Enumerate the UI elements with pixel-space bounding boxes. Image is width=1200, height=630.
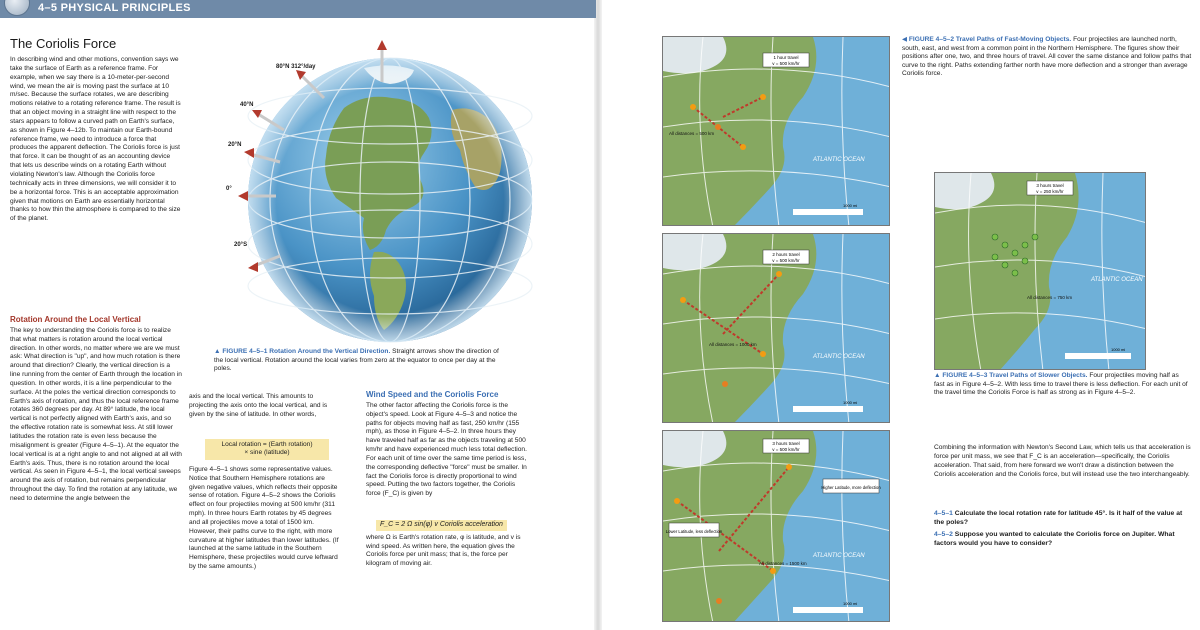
map4-distance-label: All distances = 750 km [1027, 295, 1073, 300]
q2-number: 4–5–2 [934, 531, 953, 539]
north-pole-arrow-icon [377, 40, 387, 50]
map-slow-3-hours [934, 172, 1146, 370]
text-column-left [10, 56, 182, 627]
subhead-wind-speed: Wind Speed and the Coriolis Force [366, 390, 499, 399]
globe-illustration [214, 38, 582, 344]
map3-time-label: 3 hours travel [772, 441, 800, 446]
page-gutter [594, 0, 602, 630]
fig3-caption-text: Four projectiles moving half as fast as in Figure 4–5–2. With less time to travel there is less deflection. For each unit of the travel time the Coriolis Force is half as strong as in Figure 4–5–2. [934, 372, 1188, 397]
equator-arrow-icon [238, 191, 248, 201]
map3-speed-label: v = 500 km/hr [772, 447, 800, 452]
right-paragraph-2: where Ω is Earth's rotation rate, φ is latitude, and v is wind speed. As written here, the equation gives the Coriolis force per unit mass; that is, the force per kilogram of moving air. [366, 533, 521, 568]
coriolis-equation: F_C = 2 Ω sin(φ) v Coriolis acceleration [376, 520, 507, 531]
closing-text [934, 444, 1192, 548]
map2-distance-label: All distances = 1000 km [709, 342, 757, 347]
rotation-paragraph: The key to understanding the Coriolis force is to realize that what matters is rotation around the local vertical direction. In other words, no matter where we are we must ask: What direction is "up", and how much rotation is there around that direction? Clearly, the vertical direction is a line running from the center of Earth through the location in question. In other words, it is a line perpendicular to the surface. At the poles the vertical direction corresponds to Earth's axis of rotation, and thus the local reference frame rotates 360 degrees per day. At 89° latitude, the local vertical is not perfectly aligned with Earth's axis, and so the effective rotation rate is somewhat less. At still lower latitudes the rotation rate is even less because the misalignment is greater (Figure 4–5–1). At the equator the local vertical is at a right angle to and not aligned at all with Earth's axis. Thus, there is no rotation around the local vertical. As seen in Figure 4–5–1, the local vertical sweeps around the axis of rotation, but remains perpendicular throughout the day. To find the rotation at any latitude, we need to determine the angle between the [10, 326, 182, 502]
formula-line-1: Local rotation = (Earth rotation) [221, 441, 313, 448]
map-2-hours [662, 233, 890, 423]
map1-speed-label: v = 500 km/hr [772, 61, 800, 66]
intro-paragraph: In describing wind and other motions, convention says we take the surface of Earth as a reference frame. For example, when we say there is a 10-meter-per-second wind, we mean the air is moving past the surface at 10 m/sec. Because the surface rotates, we are describing motions relative to a rotating reference frame. The result is that an object moving in a straight line with respect to the stars appears to follow a curved path on Earth's surface, as shown in Figure 4–12b. To maintain our Earth-bound reference frame, we need to introduce a force that produces the apparent deflection. The Coriolis force is just that force. It can be thought of as an accounting device that lets us describe winds on a rotating Earth without violating Newton's law. Although the Coriolis force technically acts in three dimensions, we will consider it to be a horizontal force. This is an acceptable approximation given that motions on Earth are essentially horizontal thanks to how thin the atmosphere is compared to the size of the planet. [10, 56, 181, 223]
middle-paragraph-2: Figure 4–5–1 shows some representative values. Notice that Southern Hemisphere rotations are given negative values, which reflects their opposite sense of rotation. Figure 4–5–2 shows the Coriolis effect on four projectiles moving at 500 km/hr (311 mph). In three hours Earth rotates by 45 degrees and all projectiles move a total of 1500 km. However, their paths curve to the right, with more curvature at higher latitudes than lower latitudes. (If launched at the same latitude in the Southern Hemisphere, these projectiles would curve leftward by the same amounts.) [189, 465, 339, 571]
figure-4-5-1-caption [214, 348, 504, 374]
q1-number: 4–5–1 [934, 510, 953, 517]
caption-arrow-icon: ▲ [214, 348, 223, 355]
lat40-label: 40°N [240, 102, 254, 108]
map1-time-label: 1 hour travel [773, 55, 799, 60]
text-column-middle [189, 393, 339, 630]
section-badge-icon [4, 0, 30, 16]
closing-paragraph: Combining the information with Newton's Second Law, which tells us that acceleration is force per unit mass, we see that F_C is an acceleration—specifically, the Coriolis acceleration. That said, from here forward we won't draw a distinction between the Coriolis acceleration and the Coriolis force, but will instead use the two interchangeably. [934, 444, 1191, 478]
map4-time-label: 3 hours travel [1036, 183, 1064, 188]
q2-text: Suppose you wanted to calculate the Coriolis force on Jupiter. What factors would you have to consider? [934, 531, 1175, 547]
lat80-label: 80°N 312°/day [276, 64, 316, 70]
fig3-caption-label: FIGURE 4–5–3 Travel Paths of Slower Objects. [942, 372, 1088, 379]
local-rotation-formula [205, 439, 329, 460]
map2-speed-label: v = 500 km/hr [772, 258, 800, 263]
section-header-band [0, 0, 596, 18]
map1-distance-label: All distances = 500 km [669, 131, 715, 136]
globe-figure [214, 38, 582, 344]
lat20s-arrow-icon [248, 262, 258, 272]
section-header-title: 4–5 PHYSICAL PRINCIPLES [38, 2, 191, 14]
map3-scale-label: 1000 mi [843, 601, 858, 606]
map4-speed-label: v = 250 km/hr [1036, 189, 1064, 194]
map3-low-lat-label: Lower Latitude, less deflection [665, 529, 723, 534]
lat20-label: 20°N [228, 142, 242, 148]
north-pole-label: North pole: 360°/day [392, 44, 451, 50]
map2-time-label: 2 hours travel [772, 252, 800, 257]
fig2-caption-text: Four projectiles are launched north, south, east, and west from a common point in the Northern Hemisphere. The figures show their positions after one, two, and three hours of travel. All cover the same distance and follow paths that curve to the right. Paths extending farther north have more deflection and a stronger than average Coriolis force. [902, 36, 1192, 78]
right-paragraph-1: The other factor affecting the Coriolis force is the object's speed. Look at Figure 4–5–3 and notice the paths for objects moving half as fast, 250 km/hr (155 mph), as those in Figure 4–5–2. In three hours they have traveled half as far as the objects traveling at 500 km/hr and have experienced much less total deflection. For each unit of time over the same time period is less, the corresponding deflective "force" must be smaller. In fact the Coriolis force is directly proportional to wind speed. Putting the two factors together, the Coriolis force (F_C) is given by [366, 401, 527, 498]
map2-scale-label: 1000 mi [843, 400, 858, 405]
caption-arrow-up-icon: ▲ [934, 372, 943, 379]
map1-scale-label: 1000 mi [843, 203, 858, 208]
lat20s-label: 20°S [234, 242, 248, 248]
middle-paragraph-1: axis and the local vertical. This amounts to projecting the axis onto the local vertical, and is given by the sine of latitude. In other words, [189, 393, 328, 418]
page-title: The Coriolis Force [10, 36, 117, 51]
map3-ocean-label: ATLANTIC OCEAN [813, 553, 865, 559]
fig2-caption-label: FIGURE 4–5–2 Travel Paths of Fast-Moving Objects. [908, 36, 1072, 43]
map3-high-lat-label: Higher Latitude, more deflection [821, 485, 881, 490]
map4-scale-label: 1000 mi [1111, 347, 1126, 352]
equator-label: 0° [226, 186, 232, 192]
map2-ocean-label: ATLANTIC OCEAN [813, 354, 865, 360]
map-3-hours [662, 430, 890, 622]
q1-text: Calculate the local rotation rate for latitude 45°. Is it half of the value at the poles? [934, 510, 1183, 526]
formula-line-2: × sine (latitude) [244, 449, 290, 457]
map-1-hour [662, 36, 890, 226]
figure-4-5-3-caption [934, 372, 1190, 398]
question-4-5-1 [934, 510, 1192, 527]
question-4-5-2 [934, 531, 1192, 548]
caption-arrow-left-icon: ◀ [902, 36, 909, 43]
map1-ocean-label: ATLANTIC OCEAN [813, 157, 865, 163]
caption-text: Straight arrows show the direction of the local vertical. Rotation around the local varies from zero at the equator to once per day at the poles. [214, 348, 499, 373]
map3-distance-label: All distances = 1500 km [759, 561, 807, 566]
map4-ocean-label: ATLANTIC OCEAN [1091, 277, 1143, 283]
caption-label: FIGURE 4–5–1 Rotation Around the Vertical Direction. [222, 348, 391, 355]
text-column-right [366, 391, 528, 580]
subhead-rotation: Rotation Around the Local Vertical [10, 315, 141, 324]
figure-4-5-2-caption [902, 36, 1192, 79]
